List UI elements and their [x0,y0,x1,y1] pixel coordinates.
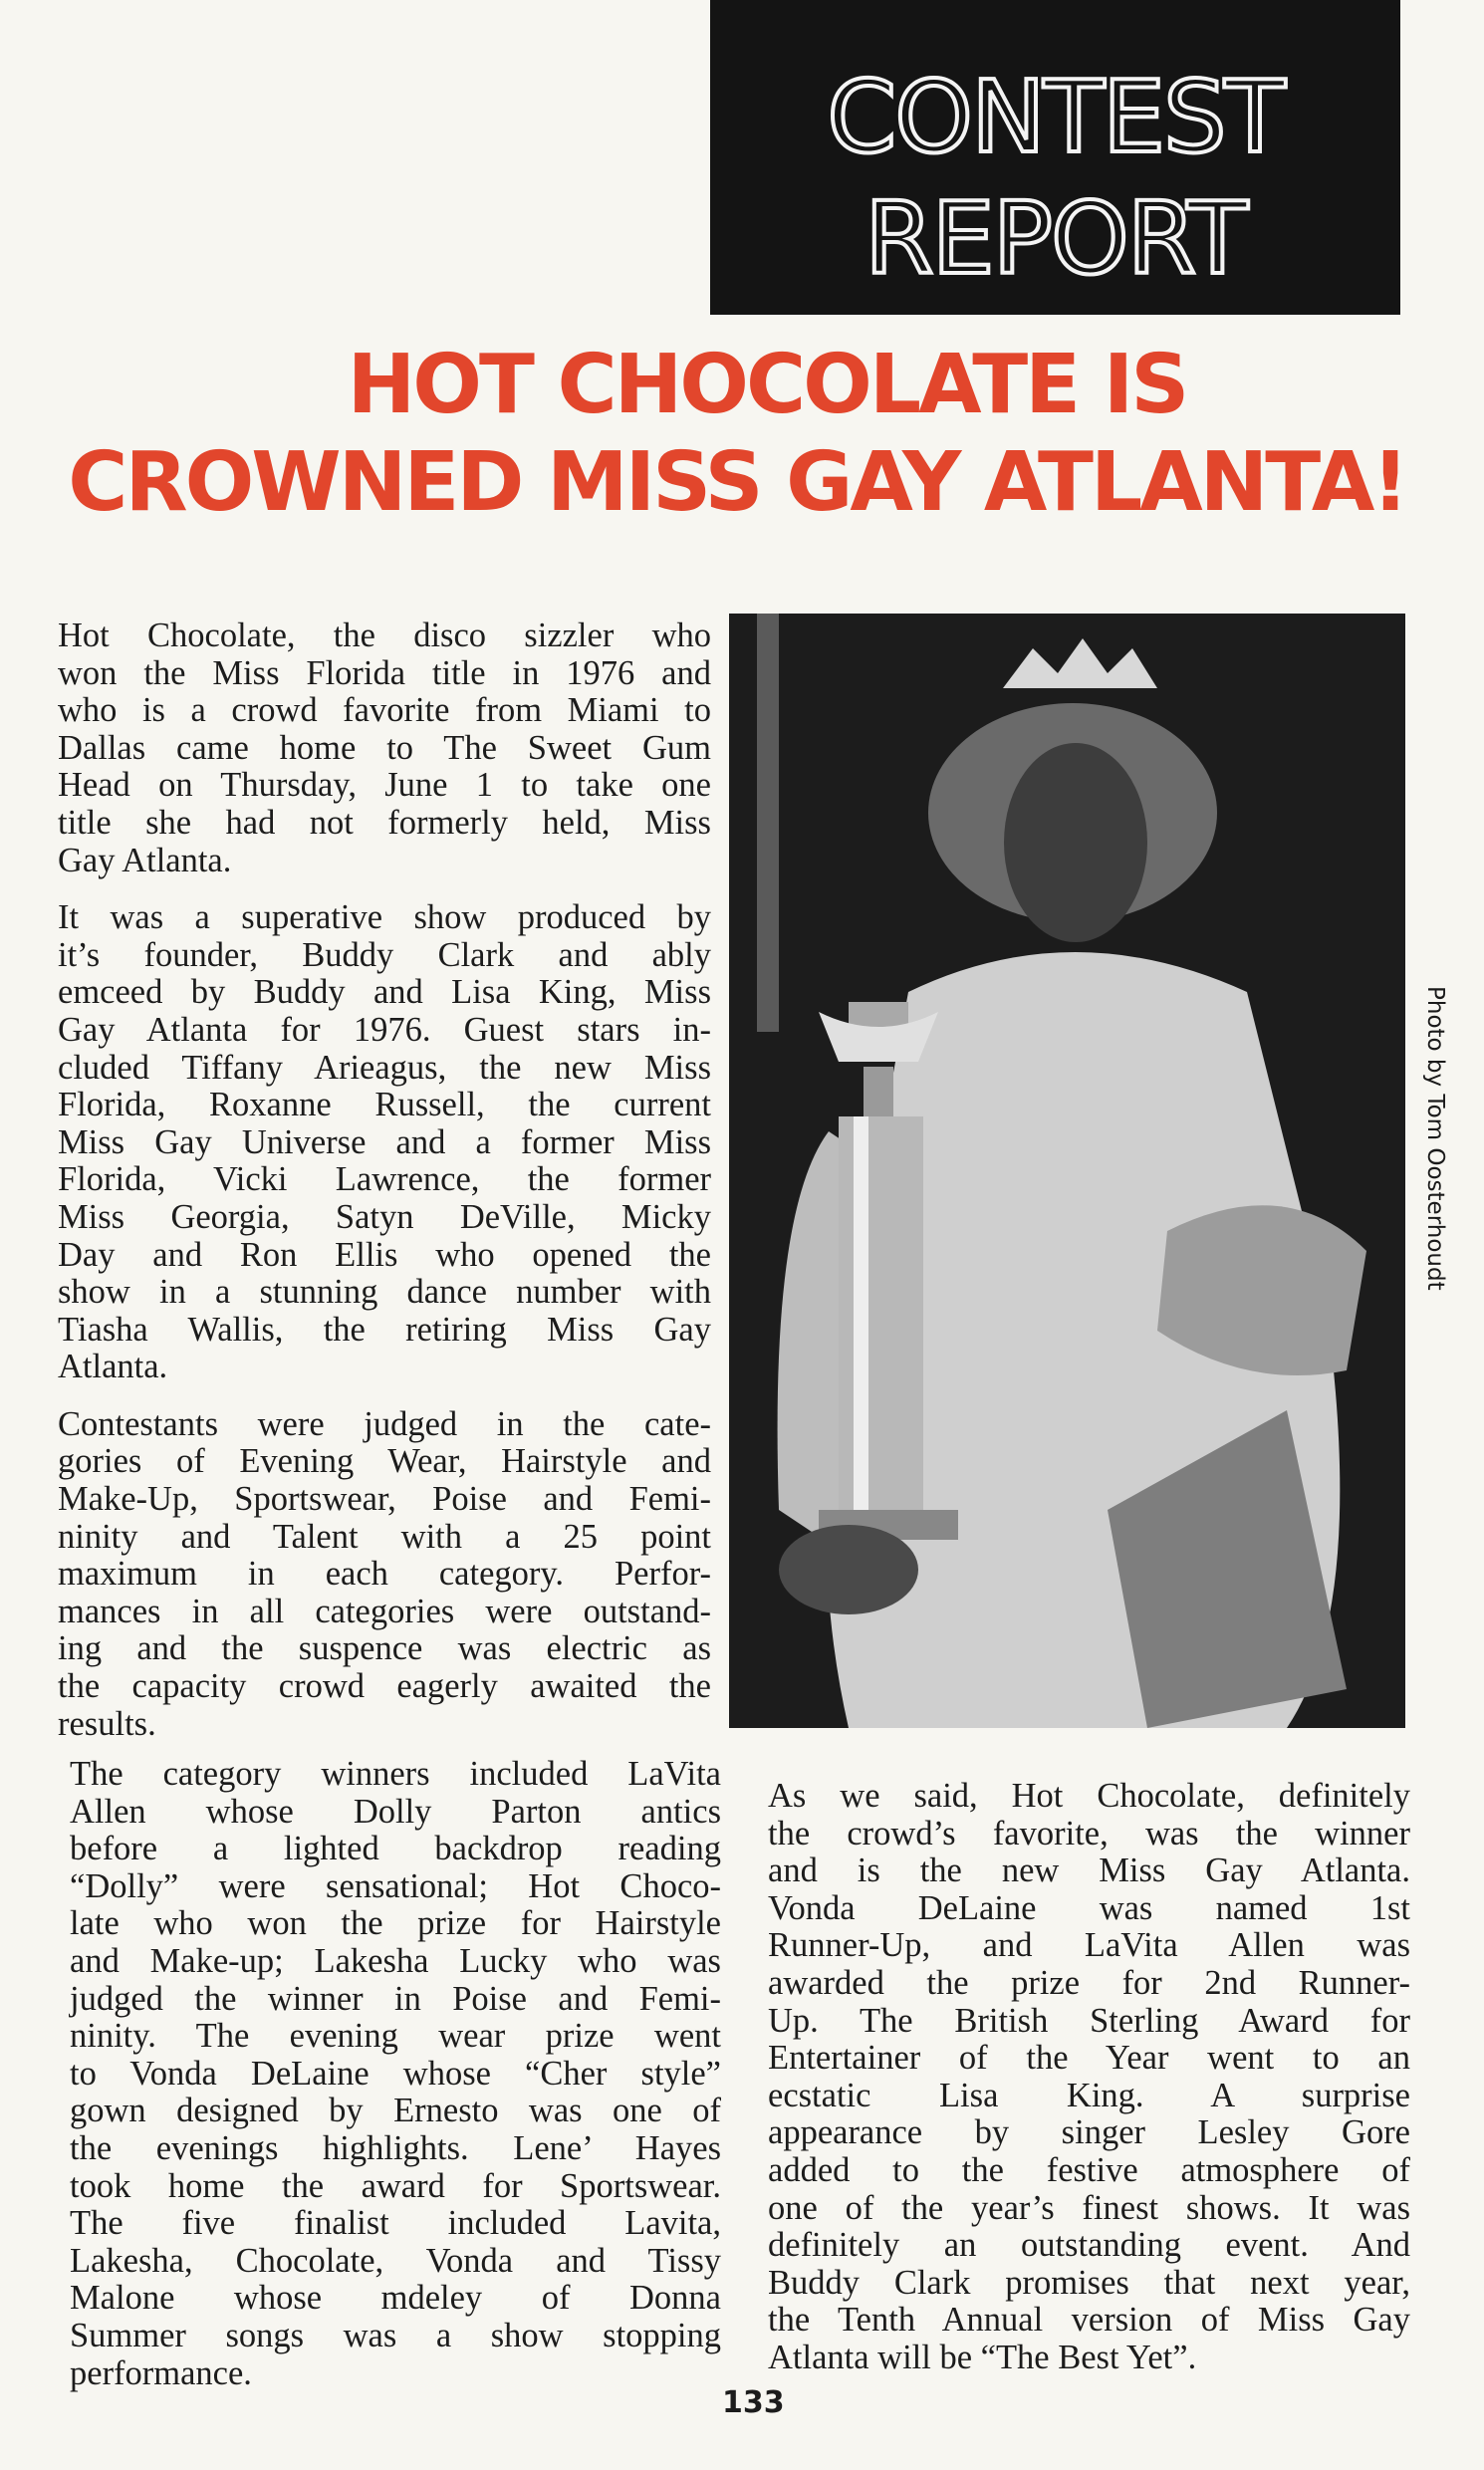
text-line: who is a crowd favorite from Miami to [58,691,711,730]
text-line: Malone whose mdeley of Donna [70,2279,721,2318]
text-line: Day and Ron Ellis who opened the [58,1235,711,1274]
text-line: emceed by Buddy and Lisa King, Miss [58,973,711,1012]
banner-line-1: CONTEST [827,59,1284,175]
text-line: Buddy Clark promises that next year, [768,2263,1410,2302]
text-line: title she had not formerly held, Miss [58,803,711,842]
text-line: Vonda DeLaine was named 1st [768,1888,1410,1927]
text-line: the evenings highlights. Lene’ Hayes [70,2128,721,2167]
text-line: mances in all categories were outstand- [58,1592,711,1630]
paragraph [70,1756,721,2392]
photo-credit [1416,986,1456,1404]
text-line: “Dolly” were sensational; Hot Choco- [70,1866,721,1905]
text-line: Lakesha, Chocolate, Vonda and Tissy [70,2241,721,2280]
text-line: Make-Up, Sportswear, Poise and Femi- [58,1480,711,1519]
photo-illustration [729,614,1405,1728]
text-line: show in a stunning dance number with [58,1273,711,1312]
text-line: ninity. The evening wear prize went [70,2017,721,2056]
text-line: Atlanta. [58,1348,168,1386]
text-line: Tiasha Wallis, the retiring Miss Gay [58,1310,711,1349]
text-line: definitely an outstanding event. And [768,2226,1410,2265]
text-line: late who won the prize for Hairstyle [70,1904,721,1943]
text-line: added to the festive atmosphere of [768,2150,1410,2189]
text-line: Miss Georgia, Satyn DeVille, Micky [58,1197,711,1236]
paragraph [58,618,711,879]
text-line: The five finalist included Lavita, [70,2204,721,2243]
text-line: and Make-up; Lakesha Lucky who was [70,1941,721,1980]
text-line: cluded Tiffany Arieagus, the new Miss [58,1048,711,1087]
text-line: the Tenth Annual version of Miss Gay [768,2301,1410,2340]
text-line: Summer songs was a show stopping [70,2316,721,2354]
text-line: As we said, Hot Chocolate, definitely [768,1777,1410,1815]
column-left-bottom [70,1756,721,2412]
text-line: The category winners included LaVita [70,1755,721,1793]
text-line: Up. The British Sterling Award for [768,2001,1410,2040]
paragraph [58,899,711,1386]
text-line: Miss Gay Universe and a former Miss [58,1122,711,1161]
text-line: the capacity crowd eagerly awaited the [58,1667,711,1706]
text-line: Runner-Up, and LaVita Allen was [768,1926,1410,1965]
text-line: results. [58,1704,156,1743]
winner-photo [729,614,1405,1728]
text-line: awarded the prize for 2nd Runner- [768,1963,1410,2002]
section-banner [710,0,1400,315]
text-line: It was a superative show produced by [58,898,711,937]
text-line: ecstatic Lisa King. A surprise [768,2076,1410,2114]
text-line: Gay Atlanta. [58,841,232,879]
column-left-top [58,618,711,1763]
page-number: 133 [722,2385,785,2420]
text-line: Gay Atlanta for 1976. Guest stars in- [58,1010,711,1049]
text-line: gown designed by Ernesto was one of [70,2092,721,2130]
text-line: appearance by singer Lesley Gore [768,2113,1410,2152]
text-line: Atlanta will be “The Best Yet”. [768,2338,1197,2376]
text-line: one of the year’s finest shows. It was [768,2188,1410,2227]
text-line: and is the new Miss Gay Atlanta. [768,1852,1410,1890]
column-right [768,1778,1410,2397]
text-line: Allen whose Dolly Parton antics [70,1792,721,1831]
text-line: before a lighted backdrop reading [70,1830,721,1868]
text-line: performance. [70,2353,252,2392]
text-line: maximum in each category. Perfor- [58,1555,711,1594]
text-line: won the Miss Florida title in 1976 and [58,653,711,692]
paragraph [58,1406,711,1743]
text-line: Florida, Vicki Lawrence, the former [58,1160,711,1199]
text-line: it’s founder, Buddy Clark and ably [58,935,711,974]
text-line: gories of Evening Wear, Hairstyle and [58,1442,711,1481]
photo-credit-text: Photo by Tom Oosterhoudt [1422,986,1448,1291]
headline-line-1: HOT CHOCOLATE IS [347,338,1187,432]
text-line: Dallas came home to The Sweet Gum [58,728,711,767]
text-line: judged the winner in Poise and Femi- [70,1979,721,2018]
article-headline [40,337,1434,532]
text-line: took home the award for Sportswear. [70,2166,721,2205]
text-line: ninity and Talent with a 25 point [58,1517,711,1556]
text-line: Head on Thursday, June 1 to take one [58,766,711,805]
text-line: ing and the suspence was electric as [58,1629,711,1668]
text-line: to Vonda DeLaine whose “Cher style” [70,2054,721,2093]
headline-line-2: CROWNED MISS GAY ATLANTA! [68,435,1406,530]
text-line: Hot Chocolate, the disco sizzler who [58,617,711,654]
text-line: Florida, Roxanne Russell, the current [58,1086,711,1124]
banner-line-2: REPORT [865,180,1246,297]
paragraph [768,1778,1410,2377]
text-line: Entertainer of the Year went to an [768,2039,1410,2078]
text-line: the crowd’s favorite, was the winner [768,1814,1410,1852]
text-line: Contestants were judged in the cate- [58,1404,711,1443]
